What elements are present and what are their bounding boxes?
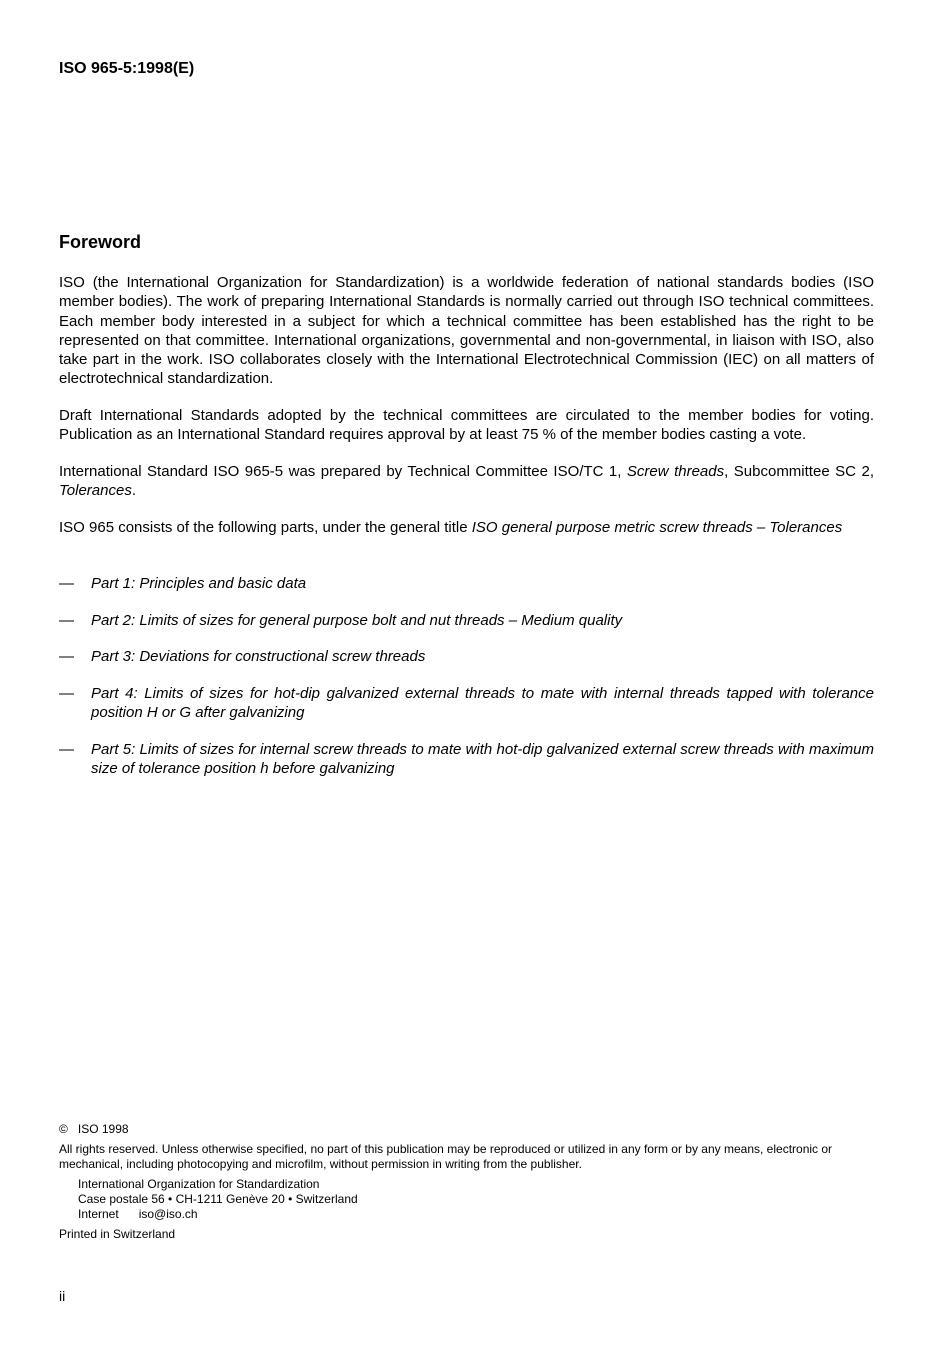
- internet-email: iso@iso.ch: [138, 1207, 198, 1221]
- rights-notice: All rights reserved. Unless otherwise specified, no part of this publication may be reproduced or utilized in any form or by any means, electronic or mechanical, including photocopying and microfilm, without permission in writing from the publisher.: [59, 1142, 833, 1171]
- foreword-paragraph-1: ISO (the International Organization for Standardization) is a worldwide federation of national standards bodies (ISO member bodies). The work of preparing International Standards is normally carried out through ISO technical committees. Each member body interested in a subject for which a technical committee has been established has the right to be represented on that committee. International organizations, governmental and non-governmental, in liaison with ISO, also take part in the work. ISO collaborates closely with the International Electrotechnical Commission (IEC) on all matters of electrotechnical standardization.: [59, 274, 874, 388]
- p4-text-pre: ISO 965 consists of the following parts, under the general title: [59, 519, 472, 536]
- publisher-address: [59, 1177, 874, 1222]
- list-dash: —: [59, 685, 74, 702]
- org-address: Case postale 56 • CH-1211 Genève 20 • Switzerland: [78, 1192, 358, 1206]
- part-3-title: Part 3: Deviations for constructional screw threads: [91, 648, 426, 665]
- list-dash: —: [59, 575, 74, 592]
- list-item: [59, 647, 874, 666]
- internet-line: [78, 1207, 874, 1222]
- p3-text-mid: , Subcommittee SC 2,: [724, 463, 874, 480]
- list-item: [59, 684, 874, 723]
- copyright-symbol: ©: [59, 1122, 68, 1136]
- list-item: [59, 740, 874, 779]
- section-title: Foreword: [59, 232, 142, 252]
- internet-label: Internet: [78, 1207, 119, 1221]
- printed-in: Printed in Switzerland: [59, 1227, 176, 1241]
- copyright-line: [59, 1122, 874, 1137]
- list-item: [59, 611, 874, 630]
- p3-text-pre: International Standard ISO 965-5 was prepared by Technical Committee ISO/TC 1,: [59, 463, 627, 480]
- copyright-text: ISO 1998: [77, 1122, 129, 1136]
- list-dash: —: [59, 612, 74, 629]
- org-name: International Organization for Standardization: [78, 1177, 320, 1191]
- foreword-paragraph-4: [59, 518, 874, 537]
- foreword-paragraph-2: Draft International Standards adopted by the technical committees are circulated to the member bodies for voting. Publication as an International Standard requires approval by at least 75 % of the member bodies casting a vote.: [59, 407, 874, 444]
- part-1-title: Part 1: Principles and basic data: [91, 575, 307, 592]
- p3-italic-tolerances: Tolerances: [59, 482, 132, 500]
- part-4-title: Part 4: Limits of sizes for hot-dip galvanized external threads to mate with internal threads tapped with tolerance position H or G after galvanizing: [91, 685, 874, 722]
- page-number: ii: [59, 1288, 66, 1304]
- part-5-title: Part 5: Limits of sizes for internal screw threads to mate with hot-dip galvanized external screw threads with maximum size of tolerance position h before galvanizing: [91, 741, 874, 778]
- p4-italic-general-title: ISO general purpose metric screw threads – Tolerances: [471, 519, 843, 536]
- list-item: [59, 574, 874, 593]
- list-dash: —: [59, 741, 74, 758]
- foreword-paragraph-3: [59, 462, 874, 501]
- list-dash: —: [59, 648, 74, 665]
- p3-text-post: .: [131, 482, 136, 500]
- p3-italic-screw-threads: Screw threads: [626, 463, 725, 480]
- document-id: ISO 965-5:1998(E): [59, 60, 195, 77]
- part-2-title: Part 2: Limits of sizes for general purpose bolt and nut threads – Medium quality: [91, 612, 623, 629]
